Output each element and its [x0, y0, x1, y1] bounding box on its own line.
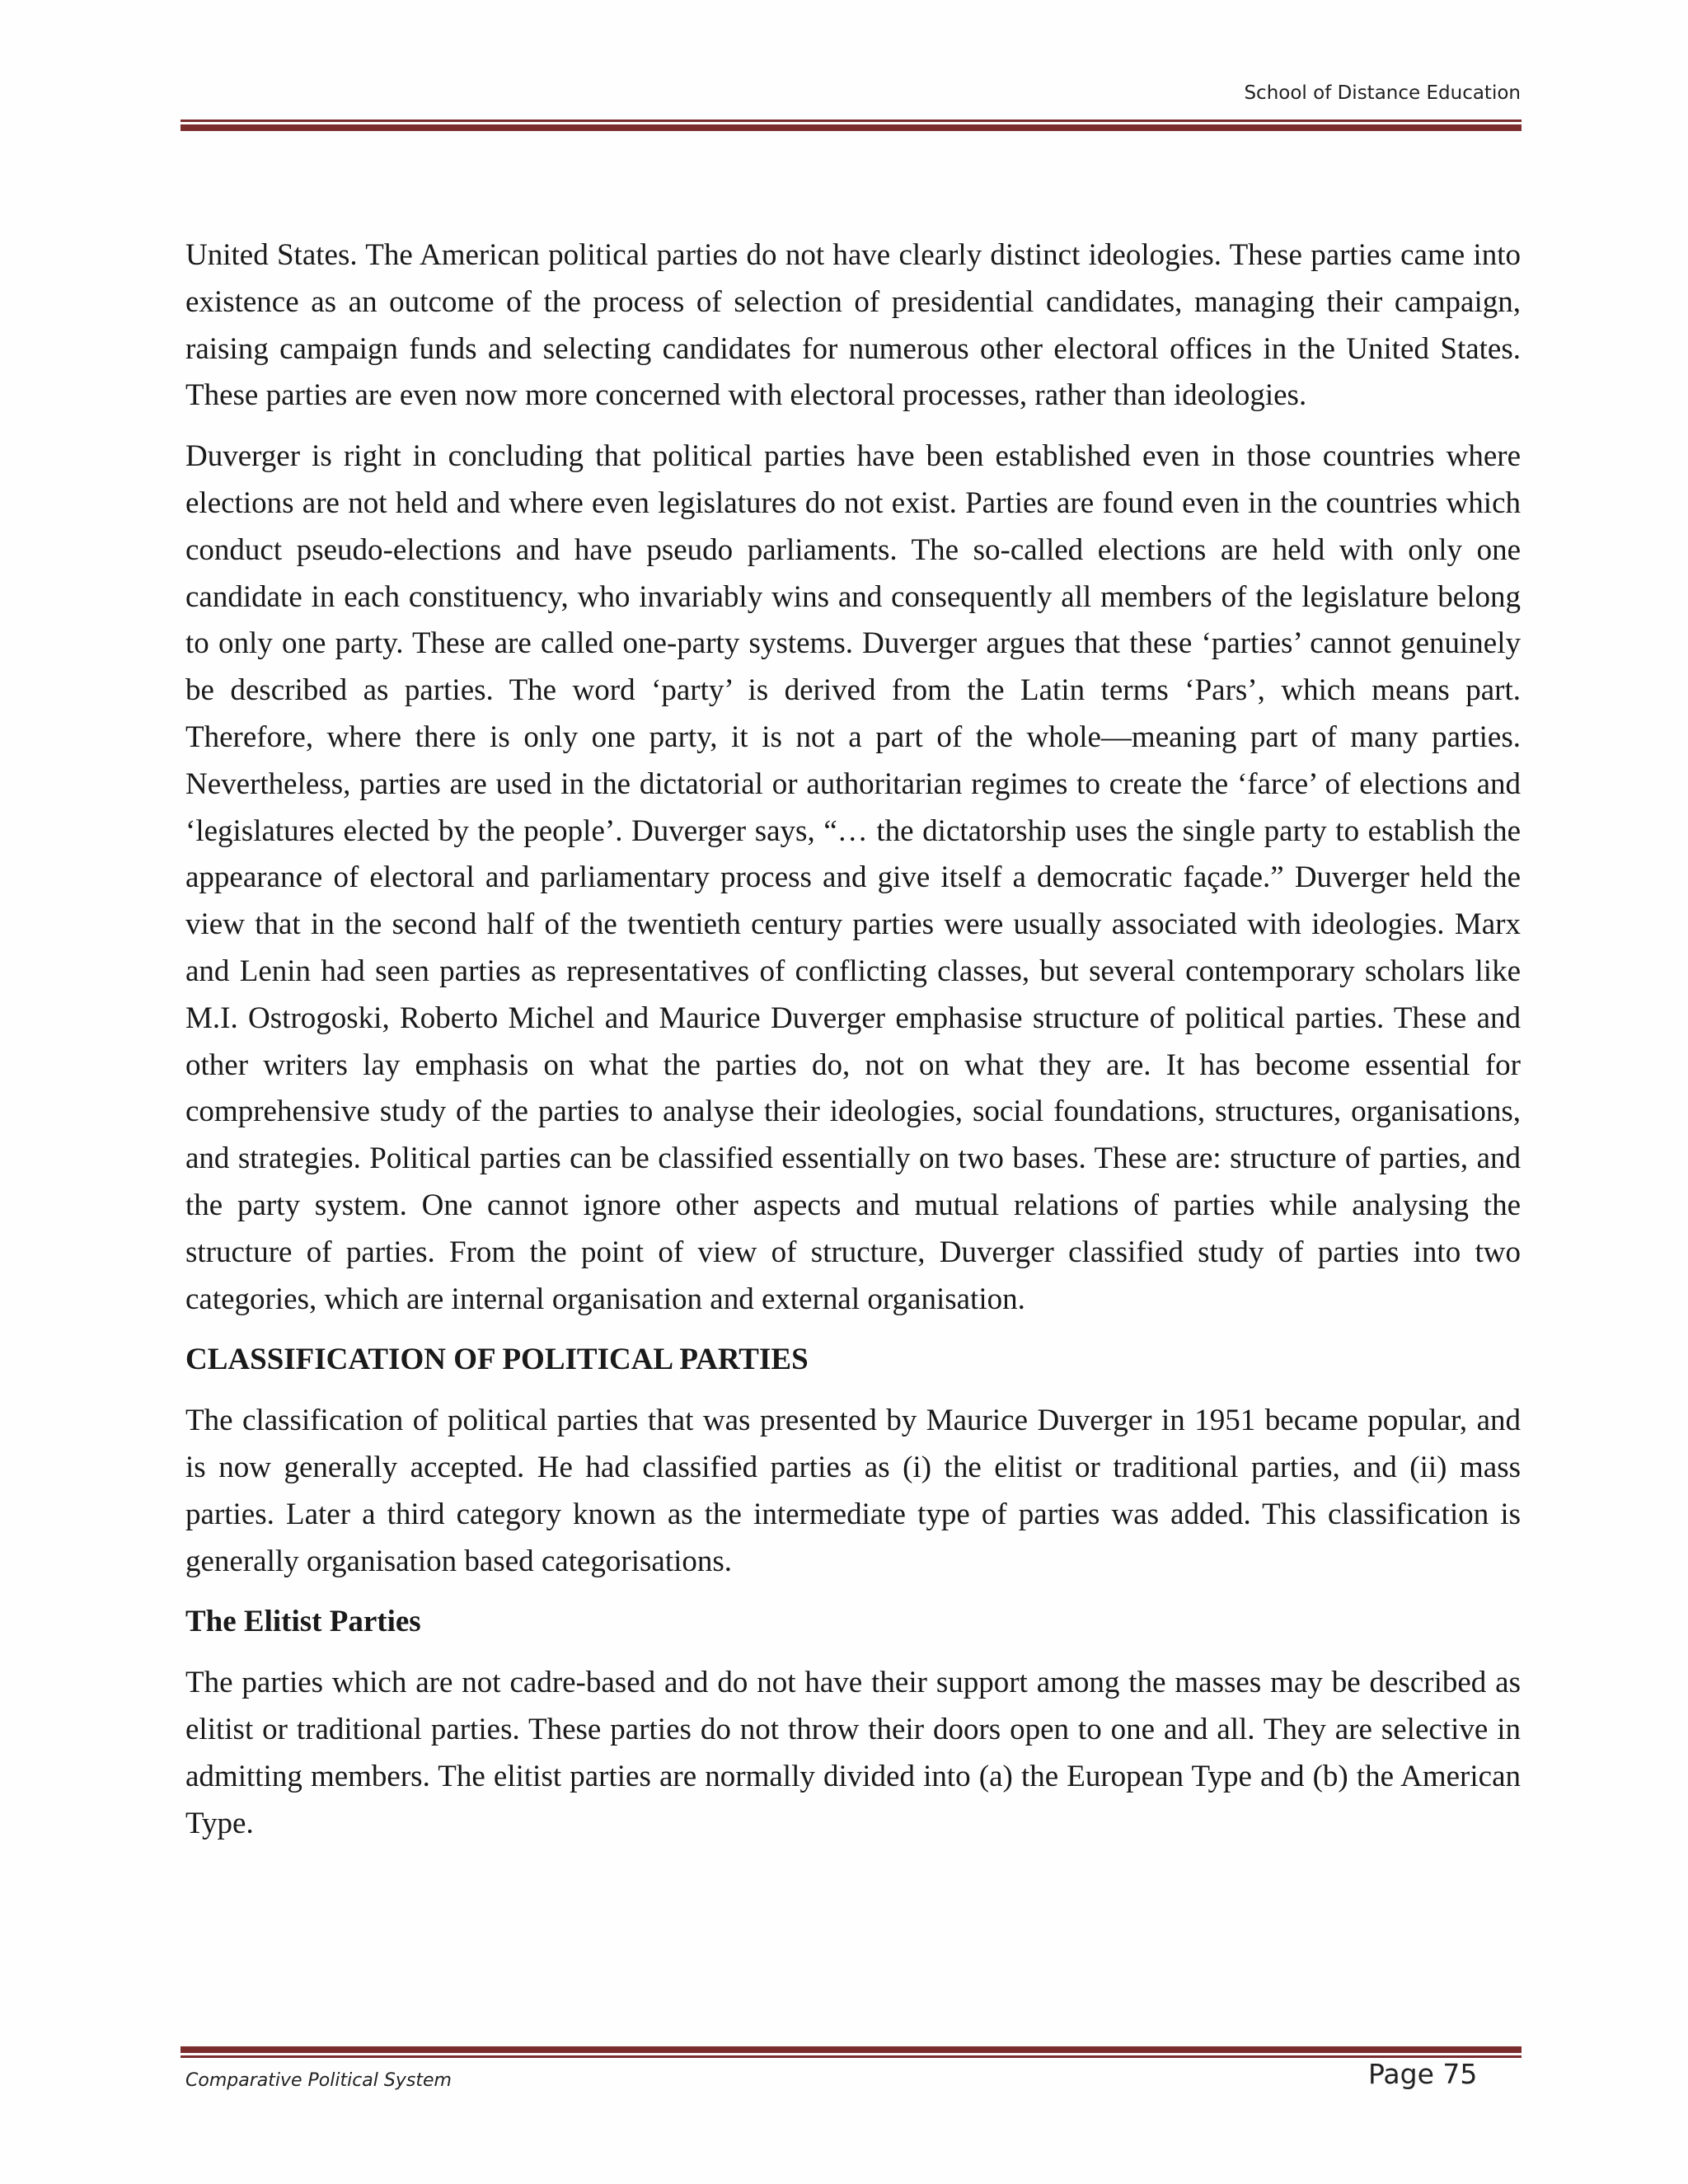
subsection-heading: The Elitist Parties	[185, 1605, 421, 1639]
header-rule-thick-line	[181, 124, 1522, 131]
page-body	[185, 232, 1521, 1861]
body-paragraph-1: United States. The American political parties do not have clearly distinct ideologies. These parties came into existence as an outcome of the process of selection of presidential candidates, managing their campaign, raising campaign funds and selecting candidates for numerous other electoral offices in the United States. These parties are even now more concerned with electoral processes, rather than ideologies.	[185, 238, 1521, 413]
classification-paragraph: The classification of political parties that was presented by Maurice Duverger in 1951 became popular, and is now generally accepted. He had classified parties as (i) the elitist or traditional parties, and (ii) mass parties. Later a third category known as the intermediate type of parties was added. This classification is generally organisation based categorisations.	[185, 1404, 1521, 1578]
header-rule	[181, 120, 1522, 131]
page-number: Page 75	[1368, 2058, 1478, 2090]
section-heading: CLASSIFICATION OF POLITICAL PARTIES	[185, 1343, 809, 1377]
elitist-paragraph: The parties which are not cadre-based and do not have their support among the masses may be described as elitist or traditional parties. These parties do not throw their doors open to one and all. They are selective in admitting members. The elitist parties are normally divided into (a) the European Type and (b) the American Type.	[185, 1666, 1521, 1840]
body-paragraph-2: Duverger is right in concluding that political parties have been established even in those countries where elections are not held and where even legislatures do not exist. Parties are found even in the countries which conduct pseudo-elections and have pseudo parliaments. The so-called elections are held with only one candidate in each constituency, who invariably wins and consequently all members of the legislature belong to only one party. These are called one-party systems. Duverger argues that these ‘parties’ cannot genuinely be described as parties. The word ‘party’ is derived from the Latin terms ‘Pars’, which means part. Therefore, where there is only one party, it is not a part of the whole—meaning part of many parties. Nevertheless, parties are used in the dictatorial or authoritarian regimes to create the ‘farce’ of elections and ‘legislatures elected by the people’. Duverger says, “… the dictatorship uses the single party to establish the appearance of electoral and parliamentary process and give itself a democratic façade.” Duverger held the view that in the second half of the twentieth century parties were usually associated with ideologies. Marx and Lenin had seen parties as representatives of conflicting classes, but several contemporary scholars like M.I. Ostrogoski, Roberto Michel and Maurice Duverger emphasise structure of political parties. These and other writers lay emphasis on what the parties do, not on what they are. It has become essential for comprehensive study of the parties to analyse their ideologies, social foundations, structures, organisations, and strategies. Political parties can be classified essentially on two bases. These are: structure of parties, and the party system. One cannot ignore other aspects and mutual relations of parties while analysing the structure of parties. From the point of view of structure, Duverger classified study of parties into two categories, which are internal organisation and external organisation.	[185, 439, 1521, 1316]
footer-rule	[181, 2046, 1522, 2058]
footer-course-title: Comparative Political System	[185, 2070, 452, 2091]
header-rule-thin-line	[181, 120, 1522, 122]
running-header: School of Distance Education	[1244, 82, 1521, 104]
footer-rule-thin-line	[181, 2055, 1522, 2058]
footer-rule-thick-line	[181, 2046, 1522, 2053]
